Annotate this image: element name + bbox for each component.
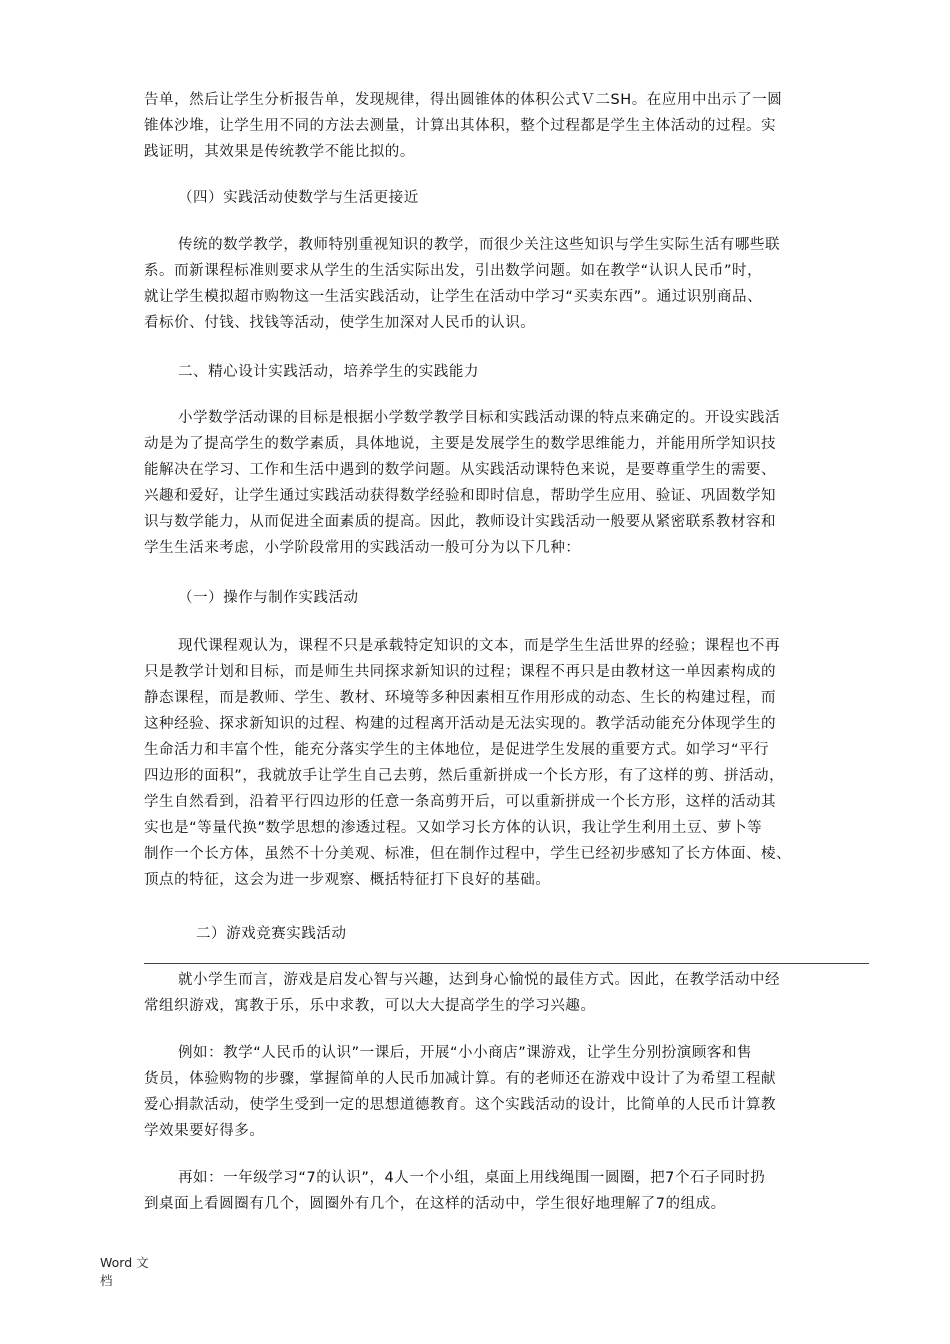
paragraph-line: 就小学生而言，游戏是启发心智与兴趣，达到身心愉悦的最佳方式。因此，在教学活动中经 <box>178 972 780 988</box>
paragraph-line: 锥体沙堆，让学生用不同的方法去测量，计算出其体积，整个过程都是学生主体活动的过程。实 <box>144 118 777 134</box>
paragraph-line: 例如：教学“人民币的认识”一课后，开展“小小商店”课游戏，让学生分别扮演顾客和售 <box>178 1045 753 1061</box>
paragraph-line: 学生生活来考虑，小学阶段常用的实践活动一般可分为以下几种： <box>144 540 581 556</box>
footer-line: Word 文 <box>100 1255 149 1270</box>
paragraph-line: 学效果要好得多。 <box>144 1123 265 1139</box>
paragraph-line: 货员，体验购物的步骤，掌握简单的人民币加减计算。有的老师还在游戏中设计了为希望工程献 <box>144 1071 777 1087</box>
paragraph-line: 静态课程，而是教师、学生、教材、环境等多种因素相互作用形成的动态、生长的构建过程，而 <box>144 690 777 706</box>
paragraph-line: 系。而新课程标准则要求从学生的生活实际出发，引出数学问题。如在教学“认识人民币”时， <box>144 263 763 279</box>
section-heading: 二）游戏竞赛实践活动 <box>196 926 347 942</box>
paragraph-line: 生命活力和丰富个性，能充分落实学生的主体地位，是促进学生发展的重要方式。如学习“平行 <box>144 742 770 758</box>
paragraph-line: 实也是“等量代换”数学思想的渗透过程。又如学习长方体的认识，我让学生利用土豆、萝卜等 <box>144 820 763 836</box>
footer-line: 档 <box>100 1273 113 1288</box>
paragraph-line: 这种经验、探求新知识的过程、构建的过程离开活动是无法实现的。教学活动能充分体现学生的 <box>144 716 777 732</box>
divider <box>144 963 869 964</box>
paragraph-line: 常组织游戏，寓教于乐，乐中求教，可以大大提高学生的学习兴趣。 <box>144 998 596 1014</box>
paragraph-line: 动是为了提高学生的数学素质，具体地说，主要是发展学生的数学思维能力，并能用所学知识技 <box>144 436 777 452</box>
paragraph-line: 小学数学活动课的目标是根据小学数学教学目标和实践活动课的特点来确定的。开设实践活 <box>178 410 780 426</box>
paragraph-line: 能解决在学习、工作和生活中遇到的数学问题。从实践活动课特色来说，是要尊重学生的需要、 <box>144 462 777 478</box>
paragraph-line: 四边形的面积”，我就放手让学生自己去剪，然后重新拼成一个长方形，有了这样的剪、拼活动， <box>144 768 785 784</box>
paragraph-line: 看标价、付钱、找钱等活动，使学生加深对人民币的认识。 <box>144 315 536 331</box>
paragraph-line: 再如：一年级学习“7的认识”，4人一个小组，桌面上用线绳围一圆圈，把7个石子同时扔 <box>178 1170 766 1186</box>
paragraph-line: 只是教学计划和目标，而是师生共同探求新知识的过程；课程不再只是由教材这一单因素构成的 <box>144 664 777 680</box>
section-heading: 二、精心设计实践活动，培养学生的实践能力 <box>178 364 479 380</box>
page-footer <box>100 1254 149 1290</box>
paragraph-line: 制作一个长方体，虽然不十分美观、标准，但在制作过程中，学生已经初步感知了长方体面、棱、 <box>144 846 792 862</box>
paragraph-line: 现代课程观认为，课程不只是承载特定知识的文本，而是学生生活世界的经验；课程也不再 <box>178 638 780 654</box>
paragraph-line: 传统的数学教学，教师特别重视知识的教学，而很少关注这些知识与学生实际生活有哪些联 <box>178 237 780 253</box>
paragraph-line: 兴趣和爱好，让学生通过实践活动获得数学经验和即时信息，帮助学生应用、验证、巩固数学知 <box>144 488 777 504</box>
paragraph-line: 就让学生模拟超市购物这一生活实践活动，让学生在活动中学习“买卖东西”。通过识别商品、 <box>144 289 763 305</box>
paragraph-line: 顶点的特征，这会为进一步观察、概括特征打下良好的基础。 <box>144 872 551 888</box>
section-heading: （一）操作与制作实践活动 <box>178 590 359 606</box>
paragraph-line: 学生自然看到，沿着平行四边形的任意一条高剪开后，可以重新拼成一个长方形，这样的活动其 <box>144 794 777 810</box>
paragraph-line: 爱心捐款活动，使学生受到一定的思想道德教育。这个实践活动的设计，比简单的人民币计算教 <box>144 1097 777 1113</box>
paragraph-line: 到桌面上看圆圈有几个，圆圈外有几个，在这样的活动中，学生很好地理解了7的组成。 <box>144 1196 726 1212</box>
section-heading: （四）实践活动使数学与生活更接近 <box>178 190 419 206</box>
paragraph-line: 告单，然后让学生分析报告单，发现规律，得出圆锥体的体积公式Ｖ二SH。在应用中出示了一圆 <box>144 92 783 108</box>
paragraph-line: 识与数学能力，从而促进全面素质的提高。因此，教师设计实践活动一般要从紧密联系教材容和 <box>144 514 777 530</box>
paragraph-line: 践证明，其效果是传统教学不能比拟的。 <box>144 144 415 160</box>
